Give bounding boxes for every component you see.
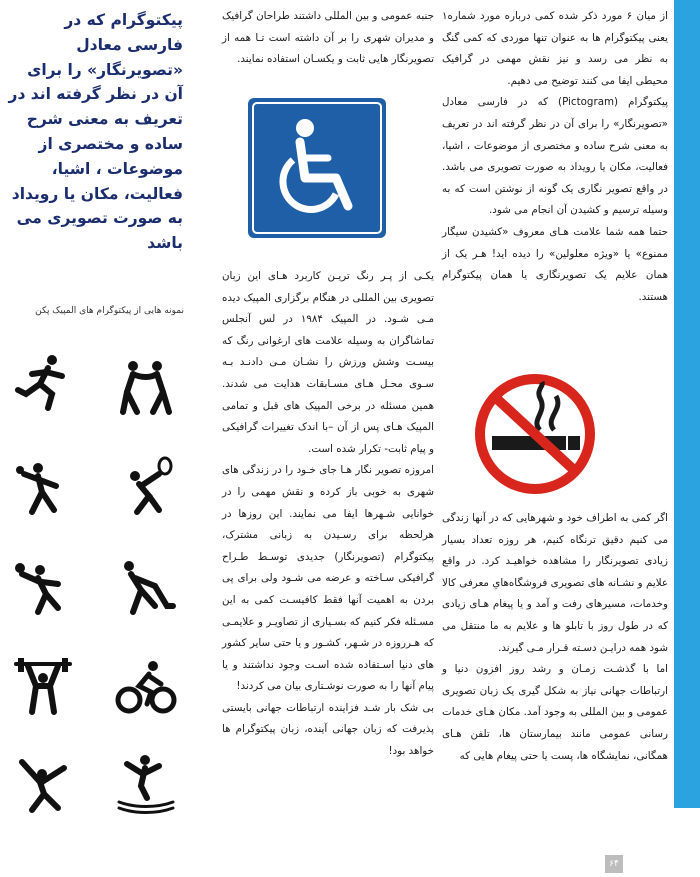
paragraph: بی شک بار شـد فزاینده ارتباطات جهانی بایستی پذیرفت که زبان جهانی آینده، زبان پیکتوگرام ها خواهد بود!	[222, 701, 434, 758]
paragraph: از میان ۶ مورد ذکر شده کمی درباره مورد شماره۱ یعنی پیکتوگرام ها به عنوان تنها موردی که کمی گنگ به نظر می رسد و نیز نقش مهمی در گرافیک محیطی ایفا می کنند توضیح می دهیم.	[442, 10, 668, 87]
paragraph: اگر کمی به اطراف خود و شهرهایی که در آنها زندگی می کنیم دقیق ترنگاه کنیم، هر روزه تعداد بسیار زیادی تصویرنگار را مشاهده خواهیـد کرد. در واقع علایم و نشـانه های تصویری فروشگاه‌هایِ معرفی کالا وخدمات، مسیرهای رفت و آمد و یا پیغام هـای زیادی که در طول روز با تابلو ها و علایم به ما منتقل می شود همه درایـن دسـته قـرار مـی گیرند.	[442, 512, 668, 654]
gymnastics-pictogram-icon	[12, 752, 74, 814]
pictogram-caption: نمونه هایی از پیکتوگرام های المپیک پکن	[35, 306, 184, 316]
column-right	[442, 6, 668, 308]
accent-strip	[674, 0, 700, 808]
table-tennis-pictogram-icon	[12, 456, 74, 518]
running-pictogram-icon	[12, 350, 74, 412]
page-number: ۶۴	[605, 855, 623, 873]
weightlifting-pictogram-icon	[12, 656, 74, 718]
column-middle	[222, 6, 434, 71]
tennis-pictogram-icon	[115, 456, 177, 518]
wheelchair-sign-icon	[248, 98, 386, 238]
pull-quote: پیکتوگرام که در فارسی معادل «تصویرنگار» را برای آن در نظر گرفته اند در تعریف به معنی شرح ساده و مختصری از موضوعات ، اشیا، فعالیت، مکان یا رویداد به صورت تصویری می باشد	[8, 11, 183, 253]
paragraph: امروزه تصویر نگار هـا جای خـود را در زندگی های شهری به خوبی باز کرده و نقش مهمی را در خوانایی شـهرها ایفا می نمایند. این روزها در هرلحظه برای رسـیدن به زبانی مشترک، پیکتوگرام (تصویرنگار) جدیدی توسـط طـراح گرافیکی سـاخته و عرضه می شـود ولی برای پی بردن به اهمیت آنها فقط کافیسـت کمی به این مسـئله فکر کنیم که بسـیاری از تصاویـر و علایمـی که هـرروزه در شـهر، کشـور و یا حتی سایر کشور های دنیا اسـتفاده شده اسـت وجود نداشتند و یا پیام آنها را به صورت نوشـتاری بیان می کردند!	[222, 464, 434, 693]
paragraph: پیکتوگرام (Pictogram) که در فارسی معادل «تصویرنگار» را برای آن در نظر گرفته اند در تعریف به معنی شرح ساده و مختصری از موضوعات ، اشیا، فعالیت، مکان یا رویداد به صورت تصویری می باشد. در واقع تصویر نگاری یک گونه از نوشتن است که به وسیله ترسیم و کشیدن آن انجام می شود.	[442, 96, 668, 217]
cycling-pictogram-icon	[115, 656, 177, 718]
handball-pictogram-icon	[12, 556, 74, 618]
paragraph: جنبه عمومی و بین المللی داشتند طراحان گرافیک و مدیران شهری را بر آن داشته است تـا همه از تصویرنگار هایی ثابت و یکسـان استفاده نمایند.	[222, 10, 434, 66]
trampoline-pictogram-icon	[115, 752, 177, 814]
column-right-lower	[442, 508, 668, 767]
paragraph: اما با گذشـت زمـان و رشد روز افزون دنیا و ارتباطات جهانی نیاز به شکل گیری یک زبان تصویری عمومی و بین المللی به وجود آمد. مکان هـای خدمات رسانی عمومی مانند بیمارستان ها، تلفن هـای همگانی، نمایشگاه ها، پست یا حتی پیغام هایی که	[442, 663, 668, 762]
column-middle-lower	[222, 266, 434, 763]
hockey-pictogram-icon	[115, 556, 177, 618]
no-smoking-sign-icon	[470, 372, 600, 496]
paragraph: یکـی از پـر رنگ تریـن کاربرد هـای این زبان تصویری بین المللی در هنگام برگزاری المپیک دیده مـی شـود. در المپیک ۱۹۸۴ در لس آنجلس تماشاگران به وسیله علامت های ارغوانی رنگ که بیسـت وشش ورزش را نشـان مـی دادنـد بـه سـوی محـل هـای مسـابقات هدایت می شدند. همین مسئله در برخی المپیک های قبل و تمامی المپیک هـای پس از آن –با اندک تغییرات گرافیکی و پیام ثابت- تکرار شده است.	[222, 270, 434, 455]
wrestling-pictogram-icon	[115, 356, 177, 418]
paragraph: حتما همه شما علامت هـای معروف «کشیدن سیگار ممنوع» یا «ویژه معلولین» را دیده اید! هـر یک از همان علایم یک تصویرنگاری یا همان پیکتوگرام هستند.	[442, 225, 668, 303]
